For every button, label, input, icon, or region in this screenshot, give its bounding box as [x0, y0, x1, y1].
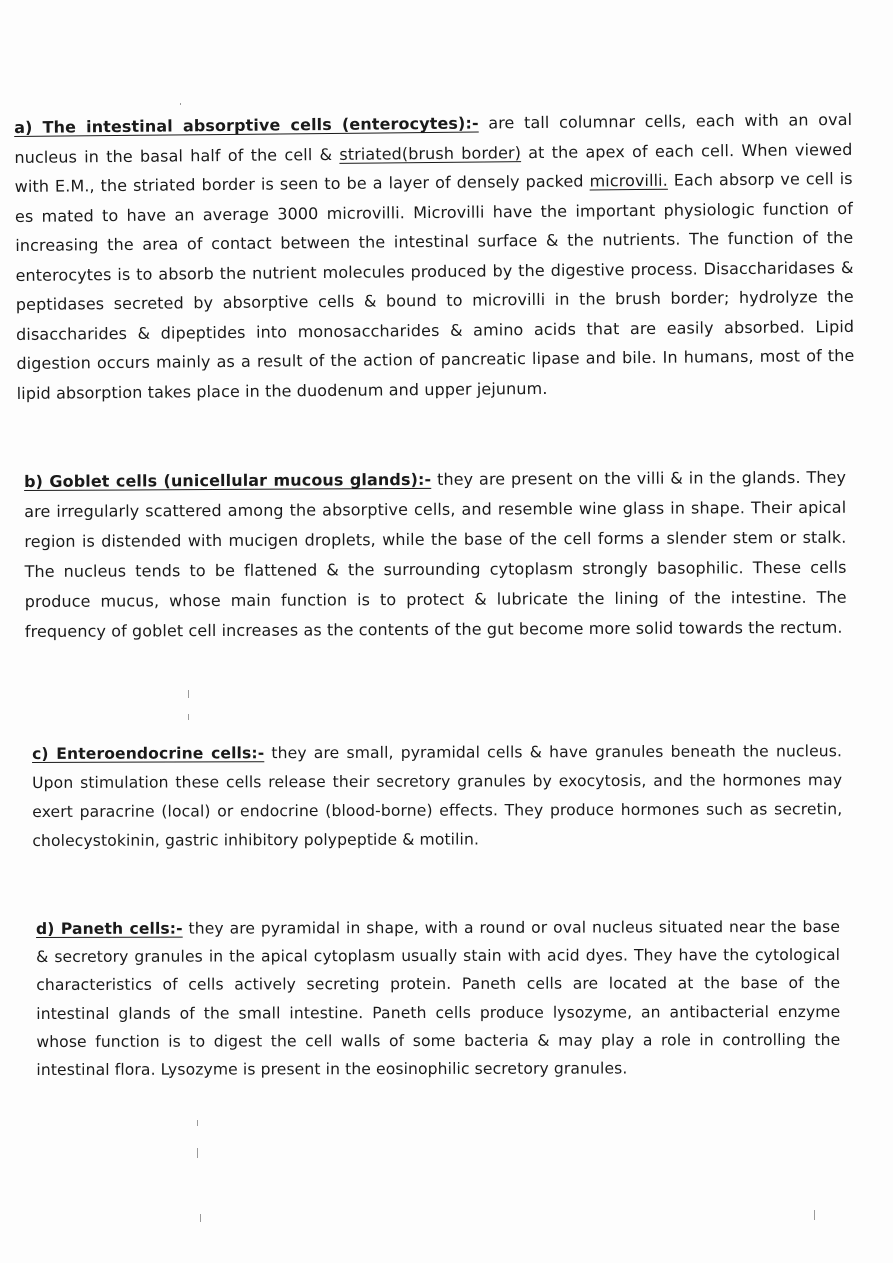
- scan-speck: [180, 103, 181, 105]
- section-text: Each absorp ve cell is es mated to have an average 3000 microvilli. Microvilli have the important physiologic function of increasing the area of contact between the intestinal surface & the nutrients. The function of the enterocytes is to absorb the nutrient molecules produced by the digestive process. Disaccharidases & peptidases secreted by absorptive cells & bound to microvilli in the brush border; hydrolyze the disaccharides & dipeptides into monosaccharides & amino acids that are easily absorbed. Lipid digestion occurs mainly as a result of the action of pancreatic lipase and bile. In humans, most of the lipid absorption takes place in the duodenum and upper jejunum.: [14, 168, 855, 403]
- section-goblet-cells: [24, 463, 847, 647]
- section-text: they are present on the villi & in the glands. They are irregularly scattered among the absorptive cells, and resemble wine glass in shape. Their apical region is distended with mucigen droplets, while the base of the cell forms a slender stem or stalk. The nucleus tends to be flattened & the surrounding cytoplasm strongly basophilic. These cells produce mucus, whose main function is to protect & lubricate the lining of the intestine. The frequency of goblet cell increases as the contents of the gut become more solid towards the rectum.: [24, 467, 847, 641]
- scan-speck: [188, 714, 189, 720]
- section-text: are tall columnar cells, each with an oval nucleus in the basal half of the cell &: [14, 109, 853, 167]
- section-text: they are pyramidal in shape, with a round or oval nucleus situated near the base & secretory granules in the apical cytoplasm usually stain with acid dyes. They have the cytological characteristics of cells actively secreting protein. Paneth cells are located at the base of the intestinal glands of the small intestine. Paneth cells produce lysozyme, an antibacterial enzyme whose function is to digest the cell walls of some bacteria & may play a role in controlling the intestinal flora. Lysozyme is present in the eosinophilic secretory granules.: [36, 917, 841, 1080]
- section-enterocytes: [14, 105, 855, 408]
- section-heading: d) Paneth cells:-: [36, 919, 183, 938]
- underlined-term: striated(brush border): [339, 142, 522, 164]
- section-heading: c) Enteroendocrine cells:-: [32, 744, 265, 763]
- scan-speck: [814, 1210, 815, 1220]
- section-text: at the apex of each cell. When viewed with E.M., the striated border is seen to be a layer of densely packed: [14, 139, 853, 196]
- underlined-term: microvilli.: [589, 170, 668, 191]
- scan-speck: [197, 1120, 198, 1126]
- scan-speck: [200, 1214, 201, 1222]
- section-paneth-cells: [36, 913, 840, 1084]
- scan-speck: [197, 1148, 198, 1158]
- section-heading: a) The intestinal absorptive cells (enterocytes):-: [14, 113, 479, 137]
- section-text: they are small, pyramidal cells & have granules beneath the nucleus. Upon stimulation these cells release their secretory granules by exocytosis, and the hormones may exert paracrine (local) or endocrine (blood-borne) effects. They produce hormones such as secretin, cholecystokinin, gastric inhibitory polypeptide & motilin.: [32, 742, 843, 850]
- section-enteroendocrine-cells: [32, 737, 842, 856]
- scan-speck: [188, 690, 189, 698]
- section-heading: b) Goblet cells (unicellular mucous glands):-: [24, 469, 432, 491]
